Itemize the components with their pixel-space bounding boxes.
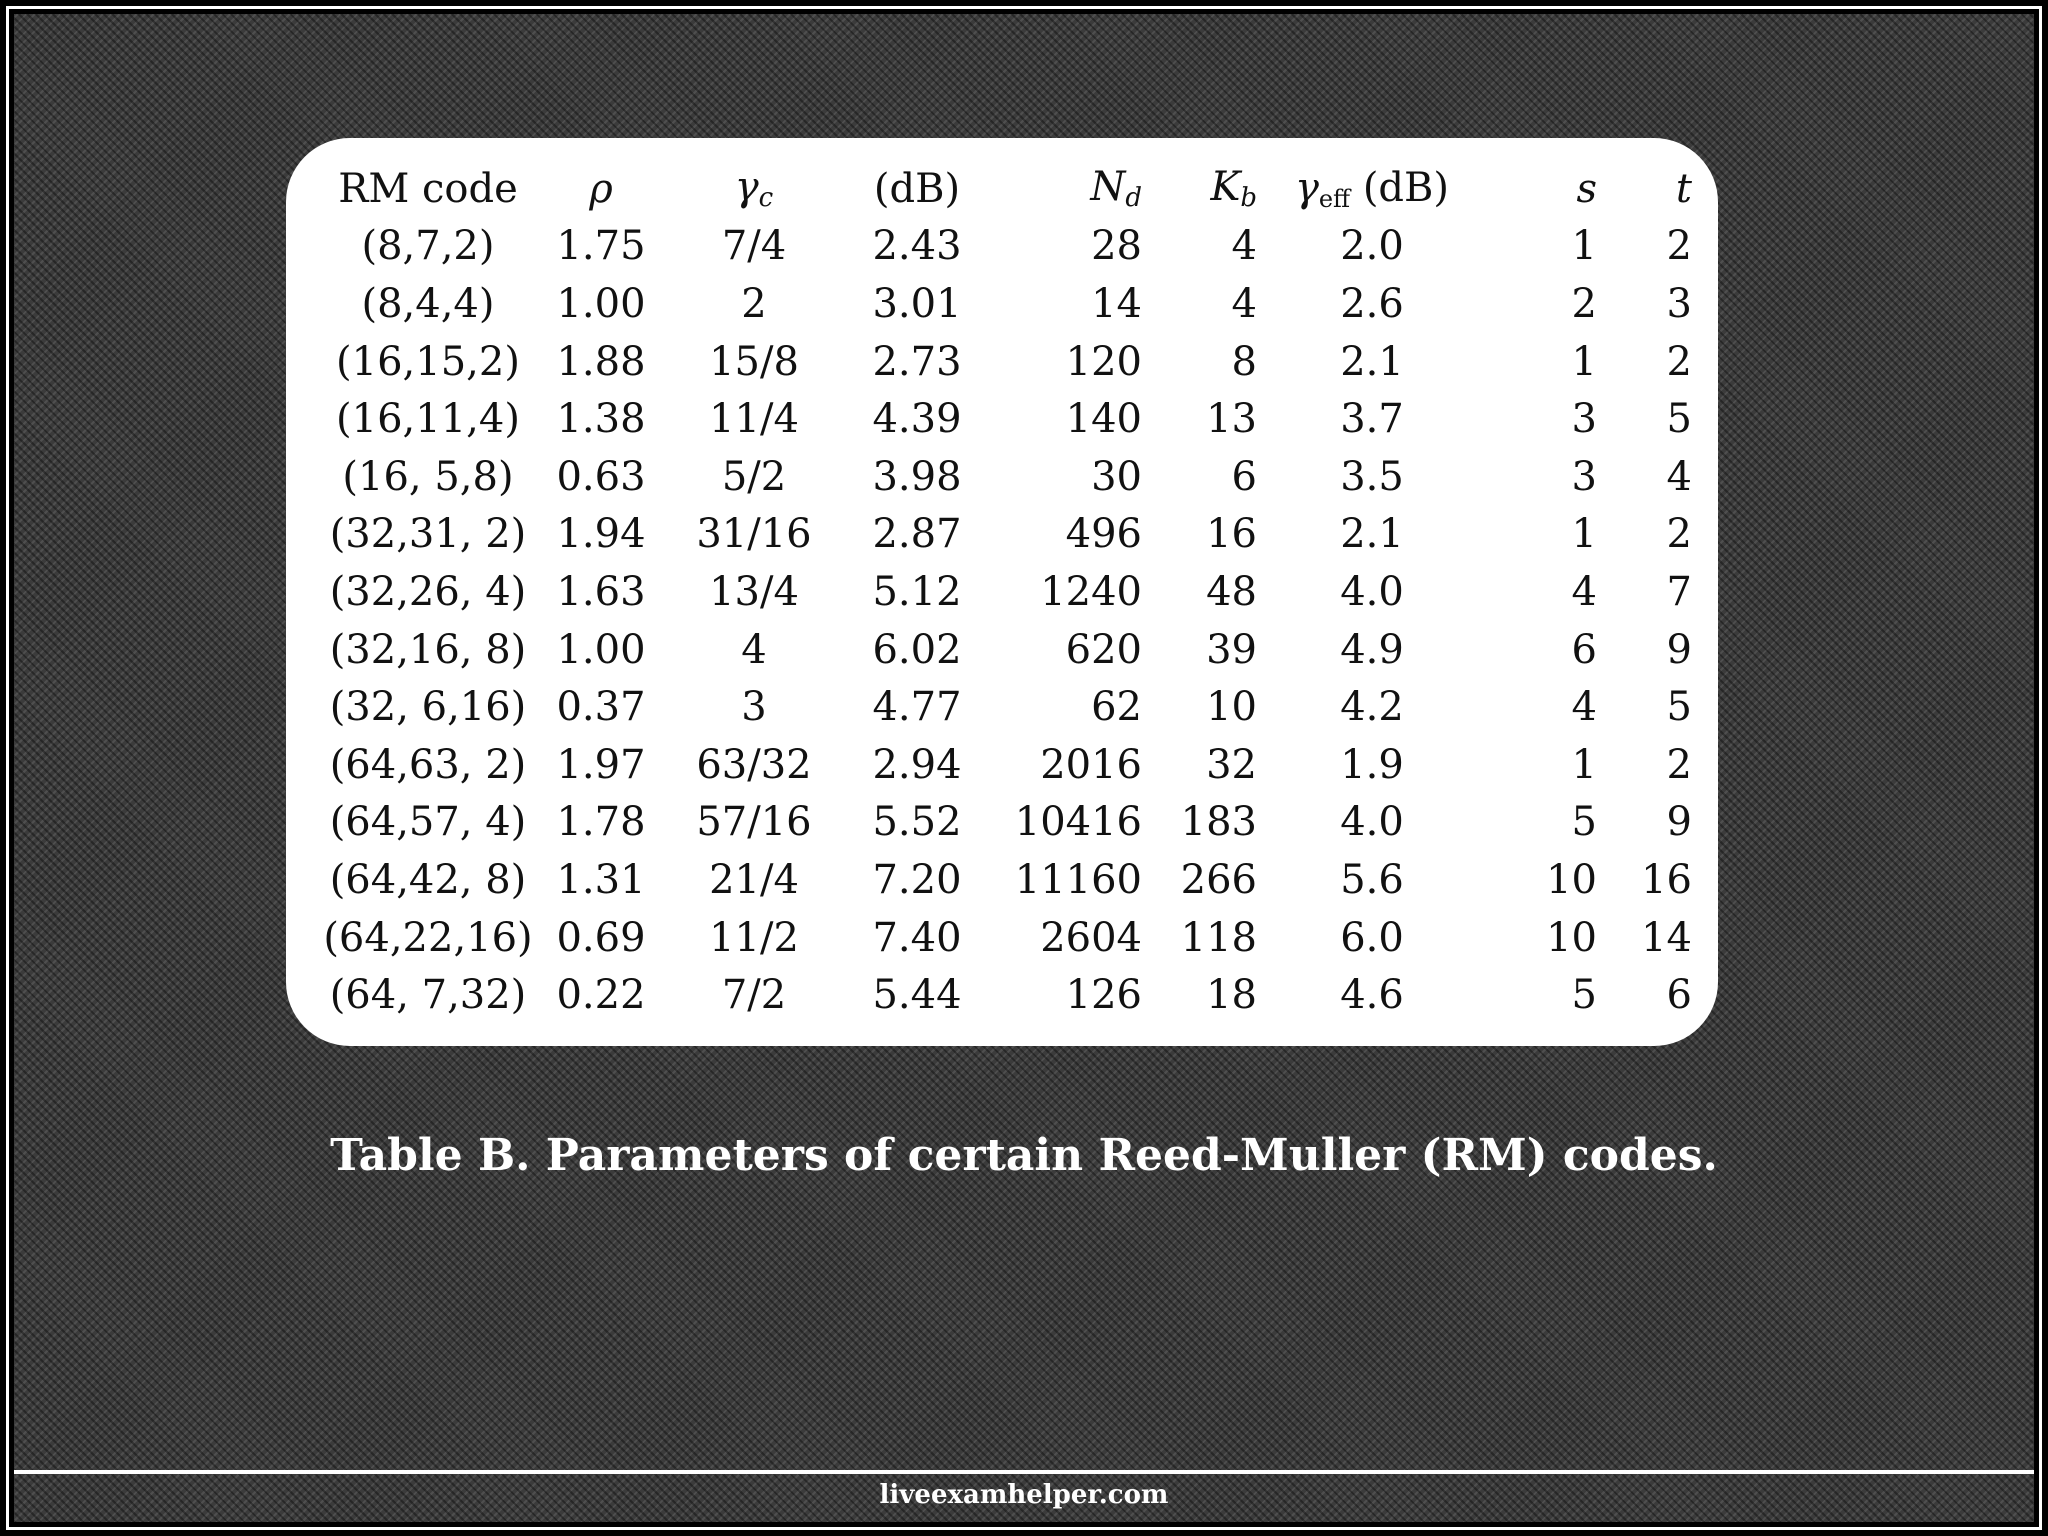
cell-kb: 266 <box>1180 856 1257 903</box>
cell-t: 7 <box>1666 568 1692 615</box>
table-row <box>310 966 1692 1024</box>
cell-kb: 118 <box>1180 914 1257 961</box>
table-row <box>310 563 1692 621</box>
cell-rm-code: (64,57, 4) <box>329 799 527 846</box>
cell-s: 1 <box>1571 338 1597 385</box>
cell-t: 6 <box>1666 972 1692 1019</box>
cell-rm-code: (32,16, 8) <box>329 626 527 673</box>
cell-nd: 11160 <box>1014 856 1142 903</box>
cell-rm-code: (8,7,2) <box>361 223 495 270</box>
cell-t: 2 <box>1666 338 1692 385</box>
cell-db: 2.87 <box>872 511 962 558</box>
header-gamma-c-subscript: c <box>758 183 774 214</box>
cell-s: 3 <box>1571 396 1597 443</box>
header-t: t <box>1675 165 1692 212</box>
cell-kb: 32 <box>1206 741 1257 788</box>
cell-rho: 1.00 <box>556 280 646 327</box>
cell-db: 3.98 <box>872 453 962 500</box>
cell-s: 1 <box>1571 741 1597 788</box>
table-row <box>310 678 1692 736</box>
cell-rho: 0.37 <box>556 684 646 731</box>
cell-rm-code: (64,63, 2) <box>329 741 527 788</box>
table-row <box>310 794 1692 852</box>
header-gamma-eff-subscript: eff <box>1318 184 1351 213</box>
cell-nd: 10416 <box>1014 799 1142 846</box>
cell-gamma-eff: 2.1 <box>1340 511 1404 558</box>
table-row <box>310 736 1692 794</box>
header-kb-subscript: b <box>1240 183 1257 214</box>
cell-rm-code: (32,26, 4) <box>329 568 527 615</box>
cell-gamma-c: 63/32 <box>696 741 812 788</box>
cell-rho: 1.78 <box>556 799 646 846</box>
cell-t: 5 <box>1666 684 1692 731</box>
cell-rho: 1.97 <box>556 741 646 788</box>
cell-db: 5.12 <box>872 568 962 615</box>
cell-rho: 1.63 <box>556 568 646 615</box>
cell-nd: 120 <box>1065 338 1142 385</box>
cell-nd: 140 <box>1065 396 1142 443</box>
cell-rm-code: (8,4,4) <box>361 280 495 327</box>
cell-s: 5 <box>1571 972 1597 1019</box>
cell-t: 16 <box>1641 856 1692 903</box>
cell-nd: 126 <box>1065 972 1142 1019</box>
header-kb <box>1142 160 1257 218</box>
cell-nd: 2016 <box>1040 741 1142 788</box>
cell-s: 10 <box>1546 914 1597 961</box>
cell-nd: 1240 <box>1040 568 1142 615</box>
cell-t: 2 <box>1666 511 1692 558</box>
cell-nd: 28 <box>1091 223 1142 270</box>
cell-s: 4 <box>1571 684 1597 731</box>
cell-rm-code: (64, 7,32) <box>329 972 527 1019</box>
cell-gamma-c: 15/8 <box>709 338 799 385</box>
cell-s: 4 <box>1571 568 1597 615</box>
cell-db: 3.01 <box>872 280 962 327</box>
table-row <box>310 909 1692 967</box>
cell-db: 2.43 <box>872 223 962 270</box>
cell-s: 2 <box>1571 280 1597 327</box>
cell-rm-code: (64,22,16) <box>323 914 533 961</box>
cell-gamma-eff: 2.1 <box>1340 338 1404 385</box>
cell-db: 4.77 <box>872 684 962 731</box>
cell-gamma-eff: 3.5 <box>1340 453 1404 500</box>
footer-site-link[interactable]: liveexamhelper.com <box>879 1480 1169 1510</box>
cell-nd: 30 <box>1091 453 1142 500</box>
cell-gamma-c: 13/4 <box>709 568 799 615</box>
cell-gamma-c: 57/16 <box>696 799 812 846</box>
cell-rm-code: (16,15,2) <box>336 338 520 385</box>
cell-gamma-c: 7/4 <box>721 223 787 270</box>
cell-rm-code: (32,31, 2) <box>329 511 527 558</box>
cell-kb: 4 <box>1231 280 1257 327</box>
cell-nd: 14 <box>1091 280 1142 327</box>
rm-parameters-table <box>310 160 1692 1024</box>
header-gamma-eff <box>1257 160 1487 218</box>
cell-kb: 6 <box>1231 453 1257 500</box>
cell-rho: 0.69 <box>556 914 646 961</box>
cell-gamma-eff: 6.0 <box>1340 914 1404 961</box>
cell-db: 4.39 <box>872 396 962 443</box>
cell-t: 4 <box>1666 453 1692 500</box>
cell-t: 5 <box>1666 396 1692 443</box>
cell-gamma-c: 7/2 <box>721 972 787 1019</box>
cell-rm-code: (16, 5,8) <box>342 453 514 500</box>
header-db: (dB) <box>873 165 961 212</box>
cell-rm-code: (32, 6,16) <box>329 684 527 731</box>
header-nd <box>982 160 1142 218</box>
cell-gamma-eff: 5.6 <box>1340 856 1404 903</box>
cell-t: 9 <box>1666 799 1692 846</box>
cell-s: 5 <box>1571 799 1597 846</box>
header-rm-code: RM code <box>338 165 518 212</box>
cell-s: 10 <box>1546 856 1597 903</box>
cell-kb: 13 <box>1206 396 1257 443</box>
cell-s: 6 <box>1571 626 1597 673</box>
header-gamma-eff-symbol: γ <box>1294 164 1319 211</box>
cell-kb: 183 <box>1180 799 1257 846</box>
cell-s: 1 <box>1571 223 1597 270</box>
cell-db: 7.40 <box>872 914 962 961</box>
cell-gamma-eff: 3.7 <box>1340 396 1404 443</box>
cell-gamma-eff: 4.6 <box>1340 972 1404 1019</box>
table-caption: Table B. Parameters of certain Reed-Muller (RM) codes. <box>330 1130 1718 1181</box>
cell-rm-code: (16,11,4) <box>336 396 520 443</box>
cell-db: 2.73 <box>872 338 962 385</box>
cell-gamma-c: 5/2 <box>721 453 787 500</box>
cell-kb: 10 <box>1206 684 1257 731</box>
cell-db: 5.44 <box>872 972 962 1019</box>
cell-gamma-eff: 2.0 <box>1340 223 1404 270</box>
cell-rho: 1.94 <box>556 511 646 558</box>
header-s: s <box>1576 165 1597 212</box>
cell-gamma-c: 2 <box>741 280 767 327</box>
cell-rho: 1.75 <box>556 223 646 270</box>
cell-rho: 0.22 <box>556 972 646 1019</box>
cell-gamma-eff: 4.2 <box>1340 684 1404 731</box>
cell-nd: 620 <box>1065 626 1142 673</box>
header-gamma-c <box>656 160 852 218</box>
cell-s: 3 <box>1571 453 1597 500</box>
table-header-row <box>310 160 1692 218</box>
cell-gamma-eff: 4.0 <box>1340 799 1404 846</box>
cell-db: 5.52 <box>872 799 962 846</box>
cell-gamma-c: 3 <box>741 684 767 731</box>
cell-rho: 1.38 <box>556 396 646 443</box>
cell-gamma-c: 21/4 <box>709 856 799 903</box>
cell-t: 2 <box>1666 223 1692 270</box>
header-nd-subscript: d <box>1125 183 1142 214</box>
cell-t: 3 <box>1666 280 1692 327</box>
cell-kb: 16 <box>1206 511 1257 558</box>
table-row <box>310 275 1692 333</box>
cell-rho: 1.00 <box>556 626 646 673</box>
cell-t: 14 <box>1641 914 1692 961</box>
cell-rho: 0.63 <box>556 453 646 500</box>
cell-rho: 1.31 <box>556 856 646 903</box>
footer <box>14 1474 2034 1522</box>
cell-s: 1 <box>1571 511 1597 558</box>
table-body <box>310 218 1692 1024</box>
cell-kb: 39 <box>1206 626 1257 673</box>
cell-t: 2 <box>1666 741 1692 788</box>
cell-gamma-c: 11/2 <box>709 914 799 961</box>
cell-kb: 48 <box>1206 568 1257 615</box>
header-nd-symbol: N <box>1090 164 1126 211</box>
cell-rm-code: (64,42, 8) <box>329 856 527 903</box>
cell-kb: 18 <box>1206 972 1257 1019</box>
header-gamma-c-symbol: γ <box>734 164 759 211</box>
table-card <box>286 138 1718 1046</box>
cell-gamma-eff: 1.9 <box>1340 741 1404 788</box>
table-row <box>310 506 1692 564</box>
cell-nd: 62 <box>1091 684 1142 731</box>
table-row <box>310 390 1692 448</box>
cell-gamma-eff: 2.6 <box>1340 280 1404 327</box>
cell-gamma-c: 31/16 <box>696 511 812 558</box>
table-row <box>310 218 1692 276</box>
table-row <box>310 448 1692 506</box>
cell-kb: 8 <box>1231 338 1257 385</box>
cell-nd: 496 <box>1065 511 1142 558</box>
cell-rho: 1.88 <box>556 338 646 385</box>
table-row <box>310 621 1692 679</box>
table-row <box>310 333 1692 391</box>
cell-kb: 4 <box>1231 223 1257 270</box>
cell-db: 6.02 <box>872 626 962 673</box>
cell-nd: 2604 <box>1040 914 1142 961</box>
cell-db: 2.94 <box>872 741 962 788</box>
cell-t: 9 <box>1666 626 1692 673</box>
header-gamma-eff-unit: (dB) <box>1362 164 1450 211</box>
table-row <box>310 851 1692 909</box>
header-rho: ρ <box>589 165 613 212</box>
cell-gamma-c: 11/4 <box>709 396 799 443</box>
cell-gamma-eff: 4.9 <box>1340 626 1404 673</box>
cell-gamma-eff: 4.0 <box>1340 568 1404 615</box>
header-kb-symbol: K <box>1210 164 1241 211</box>
cell-gamma-c: 4 <box>741 626 767 673</box>
cell-db: 7.20 <box>872 856 962 903</box>
